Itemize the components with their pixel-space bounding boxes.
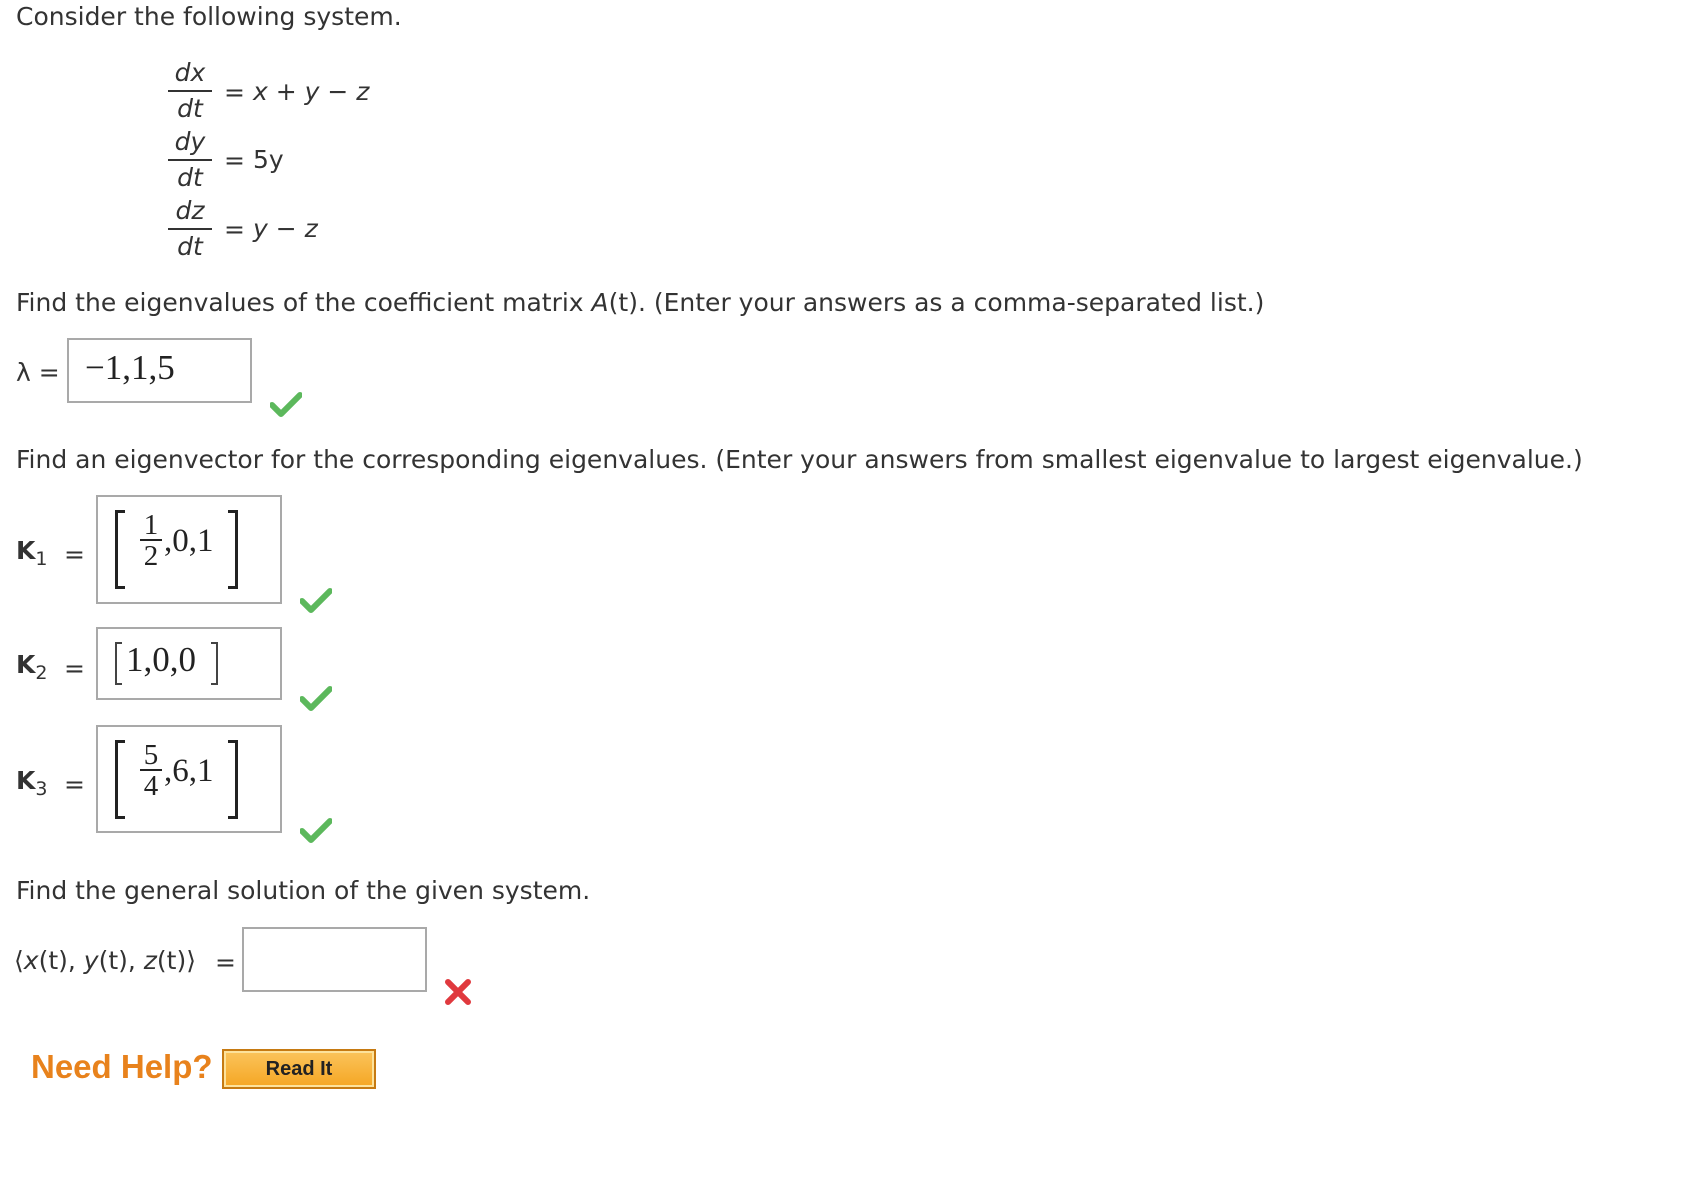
k3-label: $K_3$ bbox=[16, 766, 48, 800]
k1-input[interactable] bbox=[96, 495, 282, 604]
k3-equals: = bbox=[64, 770, 85, 799]
left-bracket bbox=[115, 740, 125, 819]
equation-2-equals: = bbox=[224, 146, 245, 175]
k2-value: 1,0,0 bbox=[126, 640, 196, 679]
right-bracket bbox=[211, 642, 218, 685]
check-icon bbox=[300, 588, 332, 614]
check-icon bbox=[300, 818, 332, 844]
need-help-label: Need Help? bbox=[31, 1048, 213, 1085]
question-eigenvalues: Find the eigenvalues of the coefficient matrix A(t). (Enter your answers as a comma-separated list.) bbox=[16, 288, 1265, 317]
general-solution-equals: = bbox=[215, 948, 236, 977]
k3-input[interactable] bbox=[96, 725, 282, 833]
cross-icon bbox=[444, 978, 472, 1006]
dx-dt-fraction: dx dt bbox=[170, 56, 210, 126]
k1-rest: ,0,1 bbox=[164, 523, 214, 559]
check-icon bbox=[300, 686, 332, 712]
k2-label: $K_2$ bbox=[16, 650, 48, 684]
intro-text: Consider the following system. bbox=[16, 2, 402, 31]
k1-label: $K_1$ bbox=[16, 536, 48, 570]
eigenvalues-input[interactable] bbox=[67, 338, 252, 403]
read-it-button[interactable]: Read It bbox=[222, 1049, 376, 1089]
check-icon bbox=[270, 392, 302, 418]
right-bracket bbox=[228, 510, 238, 589]
general-solution-label: ⟨x(t), y(t), z(t)⟩ bbox=[14, 946, 196, 975]
k3-fraction: 5 4 bbox=[140, 741, 162, 799]
equation-1-equals: = bbox=[224, 78, 245, 107]
left-bracket bbox=[115, 510, 125, 589]
k1-equals: = bbox=[64, 540, 85, 569]
equation-3-rhs: y − z bbox=[253, 214, 318, 243]
question-eigenvectors: Find an eigenvector for the corresponding eigenvalues. (Enter your answers from smallest eigenvalue to largest eigenvalue.) bbox=[16, 445, 1583, 474]
dz-dt-fraction: dz dt bbox=[170, 194, 210, 264]
k2-equals: = bbox=[64, 654, 85, 683]
equation-3-equals: = bbox=[224, 215, 245, 244]
equation-1-rhs: x + y − z bbox=[253, 77, 370, 106]
k3-rest: ,6,1 bbox=[164, 753, 214, 789]
eigenvalues-answer: −1,1,5 bbox=[85, 348, 175, 387]
dy-dt-fraction: dy dt bbox=[170, 125, 210, 195]
question-general-solution: Find the general solution of the given system. bbox=[16, 876, 591, 905]
k2-input[interactable] bbox=[96, 627, 282, 700]
k1-fraction: 1 2 bbox=[140, 511, 162, 569]
general-solution-input[interactable] bbox=[242, 927, 427, 992]
lambda-label: λ = bbox=[16, 358, 60, 387]
left-bracket bbox=[115, 642, 122, 685]
right-bracket bbox=[228, 740, 238, 819]
equation-2-rhs: 5y bbox=[253, 145, 284, 174]
